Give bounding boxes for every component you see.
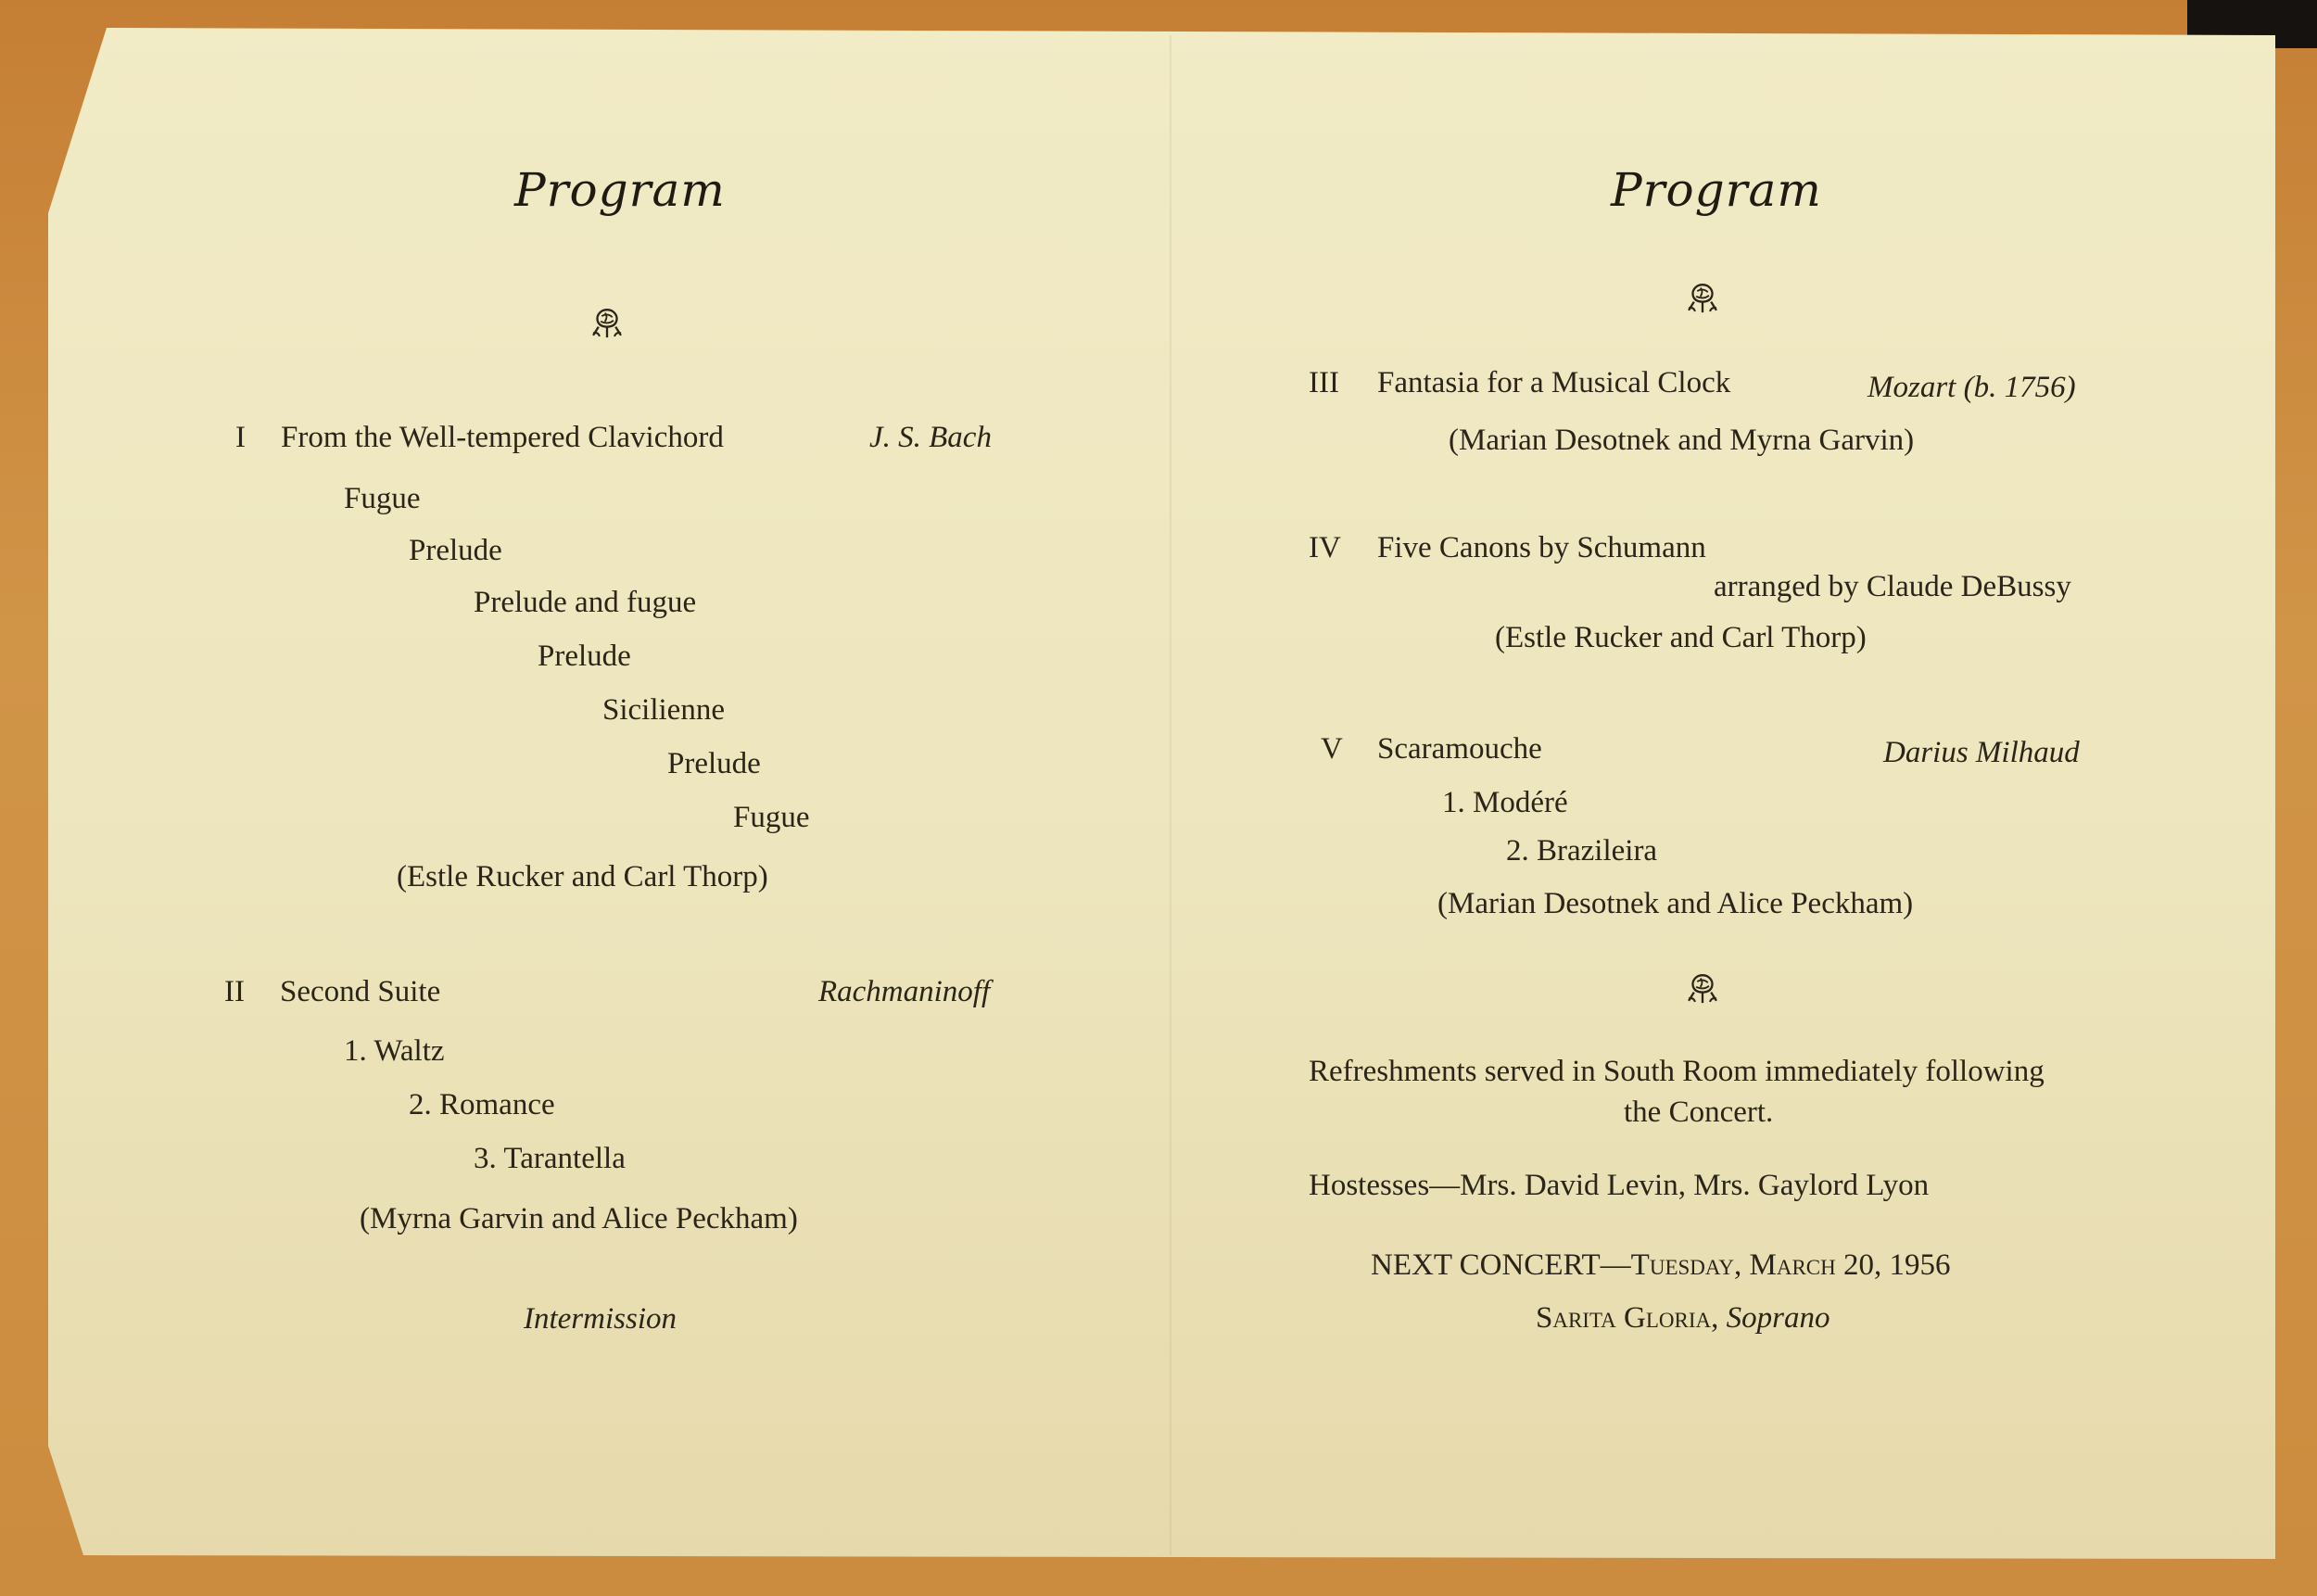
item-title: Scaramouche bbox=[1377, 732, 1542, 766]
movement: 2. Romance bbox=[409, 1088, 555, 1121]
movement: 1. Modéré bbox=[1442, 786, 1568, 819]
next-concert-performer bbox=[1536, 1299, 1830, 1336]
item-arranger: arranged by Claude DeBussy bbox=[1714, 570, 2071, 603]
item-title: Five Canons by Schumann bbox=[1377, 531, 1706, 564]
item-performers: (Estle Rucker and Carl Thorp) bbox=[1495, 621, 1867, 654]
movement: 2. Brazileira bbox=[1506, 834, 1658, 868]
item-title: From the Well-tempered Clavichord bbox=[281, 421, 724, 454]
item-composer: Rachmaninoff bbox=[818, 975, 991, 1008]
movement: Prelude and fugue bbox=[474, 586, 697, 619]
movement: Sicilienne bbox=[602, 693, 725, 727]
item-title: Fantasia for a Musical Clock bbox=[1377, 366, 1731, 399]
item-performers: (Myrna Garvin and Alice Peckham) bbox=[360, 1202, 798, 1235]
item-numeral: V bbox=[1321, 732, 1343, 766]
right-page-title: Program bbox=[1611, 163, 1822, 217]
movement: Fugue bbox=[344, 482, 421, 515]
item-numeral: III bbox=[1309, 366, 1339, 399]
rose-ornament-icon bbox=[1681, 967, 1724, 1009]
next-concert-date: Tuesday, March 20, 1956 bbox=[1630, 1248, 1951, 1282]
next-concert bbox=[1371, 1247, 1951, 1284]
center-fold bbox=[1170, 35, 1171, 1555]
item-performers: (Marian Desotnek and Alice Peckham) bbox=[1437, 887, 1914, 920]
item-title: Second Suite bbox=[280, 975, 441, 1008]
left-page-title: Program bbox=[514, 163, 726, 217]
rose-ornament-icon bbox=[1681, 276, 1724, 319]
item-composer: Darius Milhaud bbox=[1883, 736, 2080, 769]
performer-voice: Soprano bbox=[1726, 1301, 1830, 1335]
item-numeral: I bbox=[235, 421, 246, 454]
movement: 3. Tarantella bbox=[474, 1142, 626, 1175]
movement: Prelude bbox=[409, 534, 502, 567]
refreshments-line: Refreshments served in South Room immediately following bbox=[1309, 1055, 2045, 1088]
movement: Prelude bbox=[538, 640, 631, 673]
intermission: Intermission bbox=[524, 1302, 677, 1336]
item-performers: (Estle Rucker and Carl Thorp) bbox=[397, 860, 768, 893]
refreshments-line: the Concert. bbox=[1624, 1096, 1774, 1129]
movement: Prelude bbox=[667, 747, 761, 780]
item-composer: Mozart (b. 1756) bbox=[1868, 371, 2076, 404]
item-numeral: IV bbox=[1309, 531, 1341, 564]
item-composer: J. S. Bach bbox=[869, 421, 992, 454]
item-numeral: II bbox=[224, 975, 245, 1008]
next-concert-label: NEXT CONCERT— bbox=[1371, 1248, 1631, 1282]
rose-ornament-icon bbox=[586, 301, 628, 344]
item-performers: (Marian Desotnek and Myrna Garvin) bbox=[1449, 424, 1915, 457]
movement: 1. Waltz bbox=[344, 1034, 445, 1068]
performer-name: Sarita Gloria, bbox=[1536, 1301, 1719, 1335]
movement: Fugue bbox=[733, 801, 810, 834]
hostesses: Hostesses—Mrs. David Levin, Mrs. Gaylord Lyon bbox=[1309, 1169, 1930, 1202]
